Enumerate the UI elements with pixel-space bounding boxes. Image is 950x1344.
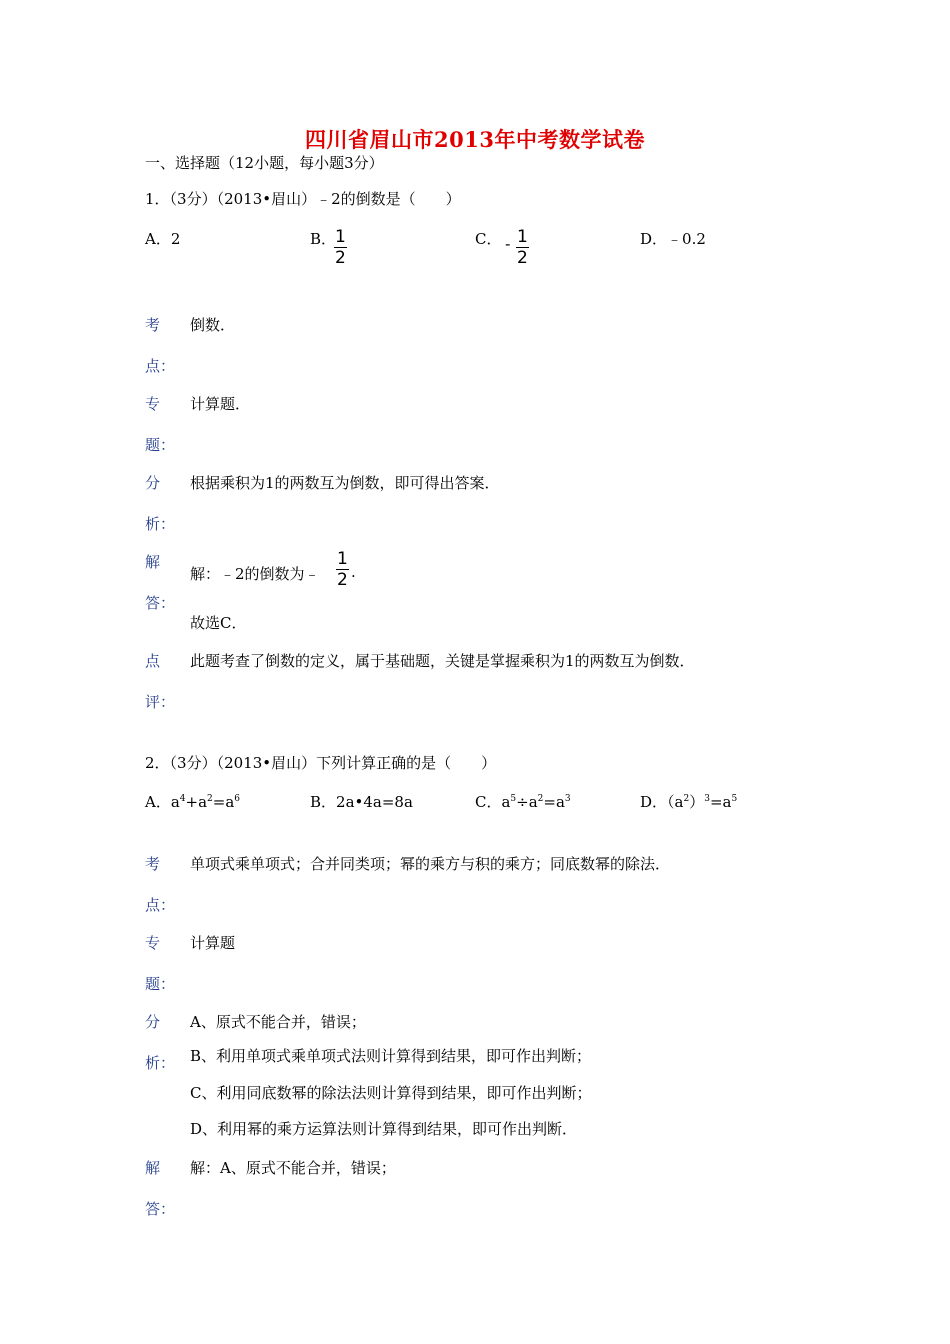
q1-jieda-fraction [336, 550, 349, 589]
q2-kaodian-text: 单项式乘单项式；合并同类项；幂的乘方与积的乘方；同底数幂的除法． [190, 855, 671, 873]
fraction-numerator: 1 [335, 227, 346, 247]
q2-zhuanti-text: 计算题 [190, 934, 236, 952]
fraction-numerator: 1 [517, 227, 528, 247]
q2-fenxi-line: D、利用幂的乘方运算法则计算得到结果，即可作出判断． [190, 1120, 578, 1138]
q1-zhuanti-label-1: 专 [145, 395, 161, 413]
q2-fenxi-line: B、利用单项式乘单项式法则计算得到结果，即可作出判断； [190, 1047, 592, 1065]
q1-zhuanti-text: 计算题． [190, 395, 251, 413]
q1-fenxi-label-1: 分 [145, 474, 161, 492]
q2-option-b: B．2a•4a=8a [310, 793, 413, 811]
q1-kaodian-label-2: 点： [145, 357, 176, 375]
q1-option-c-label: C． [475, 230, 502, 248]
q2-jieda-text: 解：A、原式不能合并，错误； [190, 1159, 396, 1177]
q1-stem: 1．（3分）（2013•眉山）﹣2的倒数是（ ） [145, 190, 461, 208]
q1-kaodian-label-1: 考 [145, 316, 161, 334]
q2-stem: 2．（3分）（2013•眉山）下列计算正确的是（ ） [145, 754, 497, 772]
q2-jieda-label-2: 答： [145, 1200, 176, 1218]
q1-option-d: D．﹣0.2 [640, 230, 706, 248]
fraction-denominator: 2 [335, 248, 346, 268]
q1-option-b-label: B． [310, 230, 337, 248]
fraction-denominator: 2 [337, 570, 348, 590]
q1-jieda-period: . [351, 563, 356, 581]
q1-jieda-text-2: 故选C． [190, 614, 247, 632]
page-title: 四川省眉山市2013年中考数学试卷 [305, 127, 645, 152]
q1-zhuanti-label-2: 题： [145, 436, 176, 454]
q1-option-a: A．2 [145, 230, 181, 248]
q1-option-c-fraction [516, 228, 529, 267]
q1-dianping-text: 此题考查了倒数的定义，属于基础题，关键是掌握乘积为1的两数互为倒数． [190, 652, 695, 670]
q2-fenxi-line: C、利用同底数幂的除法法则计算得到结果，即可作出判断； [190, 1084, 592, 1102]
fraction-numerator: 1 [337, 549, 348, 569]
q1-dianping-label-1: 点 [145, 652, 161, 670]
q1-fenxi-text: 根据乘积为1的两数互为倒数，即可得出答案． [190, 474, 500, 492]
q2-option-d: D．$(a^2)^3=a^5$ [640, 793, 738, 811]
q2-option-c: C．$a^5\div a^2=a^3$ [475, 793, 571, 811]
q1-option-c-minus: - [505, 235, 511, 253]
q2-option-a: A．$a^4+a^2=a^6$ [145, 793, 241, 811]
q2-fenxi-label-2: 析： [145, 1054, 176, 1072]
q1-jieda-label-2: 答： [145, 594, 176, 612]
q2-zhuanti-label-2: 题： [145, 975, 176, 993]
q2-kaodian-label-1: 考 [145, 855, 161, 873]
q1-fenxi-label-2: 析： [145, 515, 176, 533]
q1-dianping-label-2: 评： [145, 693, 176, 711]
q2-jieda-label-1: 解 [145, 1159, 161, 1177]
q2-fenxi-label-1: 分 [145, 1013, 161, 1031]
q1-jieda-label-1: 解 [145, 553, 161, 571]
q2-fenxi-line: A、原式不能合并，错误； [190, 1013, 366, 1031]
q2-kaodian-label-2: 点： [145, 896, 176, 914]
q1-kaodian-text: 倒数． [190, 316, 236, 334]
section-heading: 一、选择题（12小题，每小题3分） [145, 154, 384, 172]
q1-option-b-fraction [334, 228, 347, 267]
fraction-denominator: 2 [517, 248, 528, 268]
q1-jieda-text-1: 解：﹣2的倒数为﹣ [190, 565, 320, 583]
q2-zhuanti-label-1: 专 [145, 934, 161, 952]
